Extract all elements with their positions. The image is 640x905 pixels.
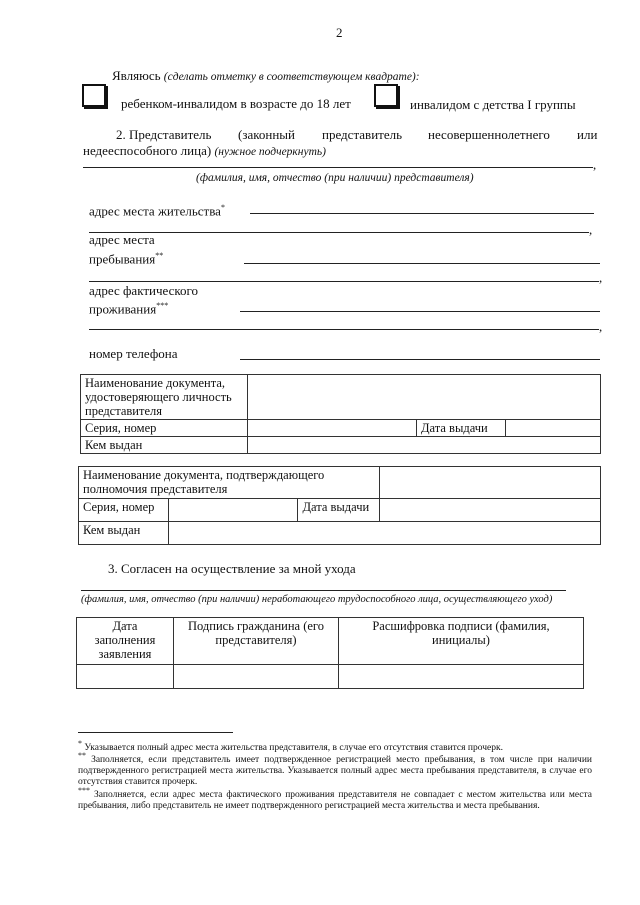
- footnote-1: * Указывается полный адрес места жительства представителя, в случае его отсутствия ставится прочерк.: [78, 739, 503, 754]
- stay-label-1: адрес места: [89, 232, 155, 247]
- stay-line-2[interactable]: [89, 281, 599, 282]
- actual-line-1[interactable]: [240, 311, 600, 312]
- actual-label-2: проживания***: [89, 301, 169, 317]
- status-intro-hint: (сделать отметку в соответствующем квадрате):: [163, 71, 420, 83]
- signature-field[interactable]: [174, 665, 339, 689]
- id-issued-by-field[interactable]: [248, 437, 601, 454]
- residence-label: адрес места жительства*: [89, 203, 225, 219]
- representative-heading-w4: несовершеннолетнего: [428, 127, 550, 142]
- id-issue-date-field[interactable]: [506, 420, 601, 436]
- id-series-field[interactable]: [248, 420, 417, 437]
- id-doc-name-field[interactable]: [248, 375, 601, 420]
- actual-comma: ,: [599, 319, 603, 334]
- representative-fio-caption: (фамилия, имя, отчество (при наличии) представителя): [196, 172, 474, 184]
- representative-heading-w1: 2. Представитель: [116, 127, 212, 142]
- residence-line-1[interactable]: [250, 213, 594, 214]
- authority-doc-name-field[interactable]: [380, 467, 601, 499]
- authority-series-label: Серия, номер: [79, 499, 169, 522]
- option-disabled-since-childhood-label: инвалидом с детства I группы: [410, 97, 576, 112]
- phone-label: номер телефона: [89, 346, 178, 361]
- signature-header: Подпись гражданина (его представителя): [174, 618, 339, 665]
- authority-issue-date-label: Дата выдачи: [298, 499, 380, 522]
- signature-table: [76, 617, 584, 689]
- footnote-separator: [78, 732, 233, 733]
- stay-label-2: пребывания**: [89, 251, 164, 267]
- signature-decoding-field[interactable]: [339, 665, 584, 689]
- checkbox-disabled-child[interactable]: [82, 84, 106, 107]
- authority-doc-name-label: Наименование документа, подтверждающего полномочия представителя: [79, 467, 380, 499]
- residence-comma: ,: [589, 222, 593, 237]
- consent-text: 3. Согласен на осуществление за мной ухода: [108, 561, 356, 576]
- representative-heading-line2: недееспособного лица) (нужное подчеркнуть): [83, 143, 326, 158]
- id-doc-name-label: Наименование документа, удостоверяющего личность представителя: [81, 375, 248, 420]
- stay-line-1[interactable]: [244, 263, 600, 264]
- footnote-2: ** Заполняется, если представитель имеет подтвержденное регистрацией место пребывания, в том числе при наличии подтвержденного регистрацией места жительства. Указывается полный адрес места пребывания представителя, в случае его отсутствия ставится прочерк.: [78, 751, 593, 788]
- fio-comma: ,: [593, 157, 597, 172]
- representative-heading-w5: или: [577, 127, 598, 142]
- fill-date-header: Дата заполнения заявления: [77, 618, 174, 665]
- phone-line[interactable]: [240, 359, 600, 360]
- caregiver-fio-caption: (фамилия, имя, отчество (при наличии) неработающего трудоспособного лица, осуществляющего уход): [81, 594, 553, 605]
- representative-heading-w3: представитель: [322, 127, 403, 142]
- representative-fio-line[interactable]: [83, 167, 593, 168]
- representative-heading-w2: (законный: [238, 127, 295, 142]
- residence-line-2[interactable]: [89, 232, 589, 233]
- actual-line-2[interactable]: [89, 329, 599, 330]
- caregiver-fio-line[interactable]: [81, 590, 566, 591]
- option-disabled-child-label: ребенком-инвалидом в возрасте до 18 лет: [121, 96, 351, 111]
- checkbox-disabled-since-childhood[interactable]: [374, 84, 398, 107]
- id-issued-by-label: Кем выдан: [81, 437, 248, 454]
- stay-comma: ,: [599, 270, 603, 285]
- id-issue-date-cell: [417, 420, 601, 437]
- id-document-table: [80, 374, 601, 454]
- authority-document-table: [78, 466, 601, 545]
- page-number: 2: [336, 25, 343, 40]
- authority-series-field[interactable]: [168, 499, 298, 522]
- representative-heading-hint: (нужное подчеркнуть): [214, 146, 326, 158]
- footnote-3: *** Заполняется, если адрес места фактического проживания представителя не совпадает с местом жительства или места пребывания, либо представитель не имеет подтвержденного регистрацией места жительства и места пребывания.: [78, 786, 593, 812]
- id-series-label: Серия, номер: [81, 420, 248, 437]
- authority-issued-by-label: Кем выдан: [79, 522, 169, 545]
- authority-issue-date-field[interactable]: [380, 499, 601, 522]
- signature-decoding-header: Расшифровка подписи (фамилия, инициалы): [339, 618, 584, 665]
- authority-issued-by-field[interactable]: [168, 522, 600, 545]
- status-intro: Являюсь (сделать отметку в соответствующем квадрате):: [112, 68, 420, 83]
- id-issue-date-label: Дата выдачи: [417, 420, 506, 436]
- fill-date-field[interactable]: [77, 665, 174, 689]
- actual-label-1: адрес фактического: [89, 283, 199, 298]
